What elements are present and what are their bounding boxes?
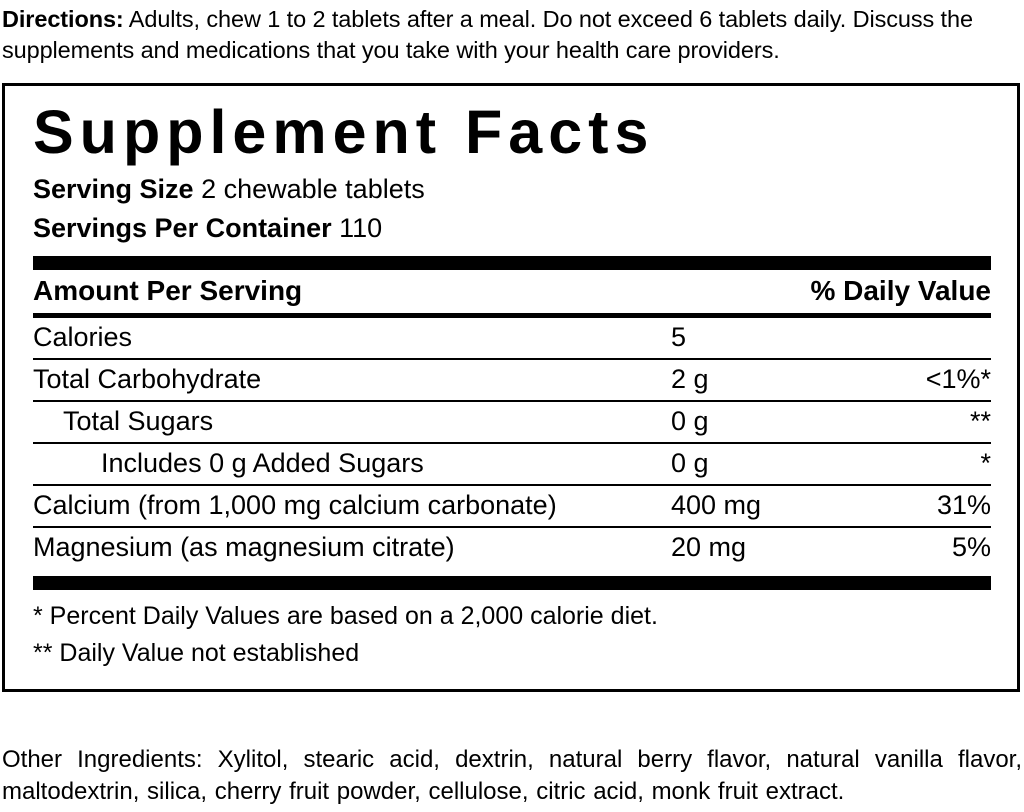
daily-value-header: % Daily Value (810, 275, 991, 307)
serving-size-label: Serving Size (33, 174, 194, 205)
footnote-not-established: ** Daily Value not established (33, 639, 360, 668)
servings-per-container-label: Servings Per Container (33, 213, 332, 244)
nutrient-name: Total Sugars (63, 406, 214, 437)
amount-per-serving-header: Amount Per Serving (33, 275, 303, 307)
directions-block (0, 0, 1024, 67)
nutrient-amount: 20 mg (671, 531, 747, 562)
table-row (33, 360, 991, 400)
table-row (33, 486, 991, 526)
serving-size-value: 2 chewable tablets (193, 174, 425, 205)
nutrient-dv: * (980, 447, 991, 478)
nutrient-amount: 400 mg (671, 489, 762, 520)
servings-per-container-value: 110 (331, 213, 383, 244)
directions-text: Adults, chew 1 to 2 tablets after a meal. Do not exceed 6 tablets daily. Discuss the supplements and medications that you take with your health care providers. (2, 6, 973, 64)
directions-label: Directions: (2, 6, 124, 32)
nutrient-amount: 2 g (671, 364, 709, 395)
servings-per-container-line (33, 209, 991, 248)
nutrient-name: Calories (33, 322, 133, 353)
nutrient-name: Includes 0 g Added Sugars (101, 447, 424, 478)
nutrient-name: Magnesium (as magnesium citrate) (33, 531, 455, 562)
other-ingredients-block (2, 744, 1022, 809)
table-row (33, 528, 991, 568)
nutrient-dv: 31% (936, 489, 991, 520)
nutrient-name: Calcium (from 1,000 mg calcium carbonate) (33, 489, 557, 520)
nutrient-dv: ** (969, 406, 991, 437)
nutrient-amount: 0 g (671, 406, 709, 437)
supplement-facts-title: Supplement Facts (33, 98, 655, 166)
nutrient-name: Total Carbohydrate (33, 364, 262, 395)
other-ingredients-text: Xylitol, stearic acid, dextrin, natural berry flavor, natural vanilla flavor, maltodextrin, silica, cherry fruit powder, cellulose, citric acid, monk fruit extract. (2, 746, 1023, 806)
nutrient-dv: <1%* (925, 364, 991, 395)
other-ingredients-label: Other Ingredients: (2, 746, 203, 773)
table-row (33, 318, 991, 358)
nutrient-amount: 5 (671, 322, 687, 353)
nutrient-dv: 5% (951, 531, 991, 562)
supplement-facts-panel (2, 83, 1020, 692)
table-row (33, 402, 991, 442)
nutrient-amount: 0 g (671, 447, 709, 478)
table-header-row (33, 270, 991, 313)
table-row (33, 444, 991, 484)
serving-size-line (33, 170, 991, 209)
footnotes-block (33, 590, 991, 673)
divider-thick-bottom (33, 576, 991, 590)
divider-thick-top (33, 256, 991, 270)
footnote-daily-value: * Percent Daily Values are based on a 2,000 calorie diet. (33, 601, 658, 630)
